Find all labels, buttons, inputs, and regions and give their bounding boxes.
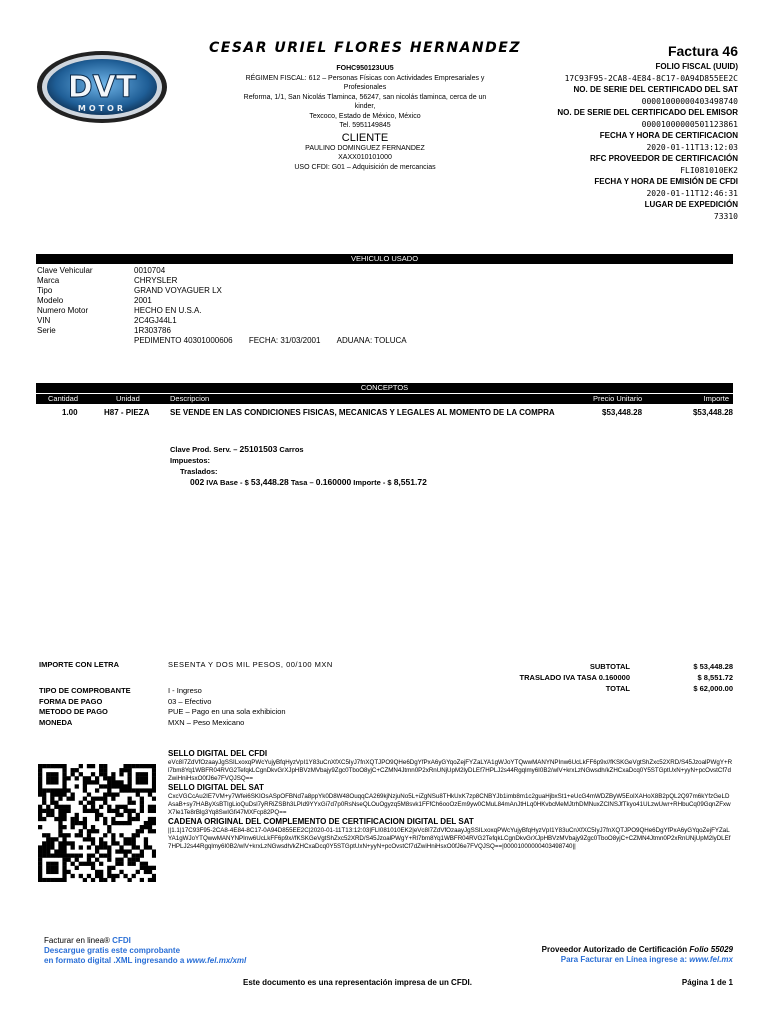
client-rfc: XAXX010101000 — [338, 154, 392, 161]
vehicle-row: Numero Motor HECHO EN U.S.A. — [37, 306, 202, 315]
client-title: CLIENTE — [341, 131, 389, 144]
folio-label: FOLIO FISCAL (UUID) — [655, 62, 738, 71]
issuer-rfc: FOHC950123UU5 — [336, 65, 394, 72]
item-unidad: H87 - PIEZA — [104, 408, 150, 417]
issuer-block — [236, 64, 494, 172]
fel-link[interactable]: www.fel.mx — [689, 955, 733, 964]
issuer-address2: Texcoco, Estado de México, México — [309, 112, 421, 120]
logo-sub: MOTOR — [77, 104, 127, 113]
client-uso: USO CFDI: G01 – Adquisición de mercancias — [294, 163, 436, 171]
traslado-row: TRASLADO IVA TASA 0.160000 $ 8,551.72 — [519, 673, 733, 682]
cfdi-note: Este documento es una representación impresa de un CFDI. — [243, 978, 472, 987]
impuestos-label: Impuestos: — [170, 456, 211, 465]
xml-link[interactable]: www.fel.mx/xml — [186, 956, 247, 965]
pedimento-fecha: FECHA: 31/03/2001 — [248, 336, 321, 345]
vehicle-row: VIN 2C4GJ44L1 — [37, 316, 177, 325]
emisor-cert-label: NO. DE SERIE DEL CERTIFICADO DEL EMISOR — [557, 108, 738, 117]
metodo-value: PUE – Pago en una sola exhibicion — [168, 707, 286, 716]
traslados-label: Traslados: — [180, 467, 218, 476]
tipo-value: I - Ingreso — [168, 686, 202, 695]
vehicle-row: Clave Vehicular 0010704 — [37, 266, 166, 275]
seals-block — [168, 749, 733, 851]
item-details — [170, 444, 427, 488]
pedimento: PEDIMENTO 40301000606 — [134, 336, 233, 345]
tax-row: 002 IVA Base - $ 53,448.28 Tasa – 0.160000 Importe - $ 8,551.72 — [190, 477, 427, 487]
emision-value: 2020-01-11T12:46:31 — [646, 188, 738, 198]
client-name: PAULINO DOMINGUEZ FERNANDEZ — [305, 144, 425, 152]
meta-values — [168, 686, 286, 728]
lugar-value: 73310 — [713, 211, 738, 221]
item-descripcion: SE VENDE EN LAS CONDICIONES FISICAS, MECANICAS Y LEGALES AL MOMENTO DE LA COMPRA — [170, 408, 555, 417]
col-precio: Precio Unitario — [593, 394, 643, 403]
total-row: TOTAL $ 62,000.00 — [605, 684, 733, 693]
vehicle-pedimento-row — [37, 336, 407, 346]
concepts-section-bar: CONCEPTOS — [36, 383, 733, 393]
col-descripcion: Descripcion — [170, 394, 210, 403]
chain: ||1.1|17C93F95-2CA8-4E84-8C17-0A94D855EE2C|2020-01-11T13:12:03|FLI081010EK2|eVc8I7ZdVfOzaayJgSSILxoxqPWcYujyBfqHyzVpI1Y83uCnXfXC5IyJ7fnXQTJPO9QHe6DgYfPxA6yGYqoZejFYZaLYA1gWJoYTQwwMANYNPInw6UcLkFF6p9x//fKSKGeVgtShZxc52XRD/S45JzoalPWgY+Rl7bm8Yq1WBFR04RVG2TefqkLCgnDkvGrXJpHBVzMVbajy9Zgc0TboO8yjC+CZMN4Jtmn0P2xRnUNjUpM2lyDLEf7HPLJ2s44Rgqlmy6I0B2/wlV+krxLzNGwsdh/kZHCxaDcq0Y5STGptUxN+yyN+pcOvstCf7dZwiHniHsxO0fJ6e7FVQJSQ==|00001000000403498740|| — [168, 827, 731, 850]
invoice-title: Factura 46 — [667, 43, 738, 59]
footer-left: Facturar en linea® CFDI Descargue gratis este comprobante en formato digital .XML ingresando a www.fel.mx/xml — [44, 936, 247, 965]
vehicle-row: Marca CHRYSLER — [37, 276, 178, 285]
vehicle-row: Tipo GRAND VOYAGUER LX — [37, 286, 222, 295]
vehicle-row: Modelo 2001 — [37, 296, 152, 305]
sat-seal-title: SELLO DIGITAL DEL SAT — [168, 783, 264, 792]
cfdi-seal-title: SELLO DIGITAL DEL CFDI — [168, 749, 268, 758]
cert-date-label: FECHA Y HORA DE CERTIFICACION — [599, 131, 738, 140]
subtotal-row: SUBTOTAL $ 53,448.28 — [589, 662, 733, 671]
invoice-info — [478, 42, 738, 222]
vehicle-section-bar: VEHICULO USADO — [36, 254, 733, 264]
col-importe: Importe — [703, 394, 729, 403]
chain-title: CADENA ORIGINAL DEL COMPLEMENTO DE CERTIFICACION DIGITAL DEL SAT — [168, 817, 474, 826]
totals-block — [470, 661, 733, 694]
qr-code — [38, 764, 156, 882]
emisor-cert-value: 00001000000501123861 — [641, 119, 738, 129]
rfc-prov-value: FLI081010EK2 — [680, 165, 738, 175]
sat-cert-value: 00001000000403498740 — [641, 96, 738, 106]
issuer-phone: Tel. 5951149845 — [339, 122, 391, 129]
col-cantidad: Cantidad — [48, 394, 79, 403]
logo-brand: DVT — [67, 70, 137, 105]
item-importe: $53,448.28 — [692, 408, 733, 417]
cfdi-link[interactable]: CFDI — [112, 936, 131, 945]
rfc-prov-label: RFC PROVEEDOR DE CERTIFICACIÓN — [589, 154, 738, 163]
sat-seal: CxcVGCcAu2IE7VM+y7Wfei6SKIOsASpOFBNd7a8ppYk0D8W48OuqqCA269kjNzjuNo5L+iZgNSu8THkUxK7zp8CNBYJb1imb8m1c2guaHjbxSt1+eUcG4mWDZByW5EolXAHoX8B2pQL2Q97m6kYfzGeLDAsaB+sy7HAByXsBTIgLioQuDsl7yRRiZSBh3LPId9YYxGi7d7p0RsNseQLOuOgyzq5M8svk1FFfCh6ooOzEm9yw0CMuL84mAnJtHLq0HKvbcMeMJtrhDMNuxZClNSJfTkyo41ULzwUwr+RHbuCq09GqnZFxwX7le1Te8rBlg3Yq8SwIGfi47MXFcp82PQ== — [168, 793, 731, 816]
company-logo — [36, 49, 168, 125]
moneda-value: MXN – Peso Mexicano — [168, 717, 245, 727]
concepts-header — [36, 394, 733, 404]
importe-letra-label: IMPORTE CON LETRA — [39, 660, 119, 669]
vehicle-row: Serie 1R303786 — [37, 326, 171, 335]
issuer-address1: Reforma, 1/1, San Nicolás Tlaminca, 56247, san nicolás tlaminca, cerca de un kinder, — [243, 93, 487, 110]
col-unidad: Unidad — [116, 394, 140, 403]
item-cantidad: 1.00 — [62, 408, 78, 417]
cert-date-value: 2020-01-11T13:12:03 — [646, 142, 738, 152]
clave-prod-row: Clave Prod. Serv. – 25101503 Carros — [170, 444, 304, 454]
importe-letra-value: SESENTA Y DOS MIL PESOS, 00/100 MXN — [168, 660, 333, 669]
pedimento-aduana: ADUANA: TOLUCA — [336, 336, 407, 345]
page-number: Página 1 de 1 — [681, 978, 733, 987]
lugar-label: LUGAR DE EXPEDICIÓN — [644, 200, 738, 209]
folio-value: 17C93F95-2CA8-4E84-8C17-0A94D855EE2C — [564, 73, 738, 83]
footer-right: Proveedor Autorizado de Certificación Folio 55029 Para Facturar en Línea ingrese a: www.fel.mx — [541, 945, 733, 964]
item-precio: $53,448.28 — [602, 408, 643, 417]
meta-labels: TIPO DE COMPROBANTE FORMA DE PAGO METODO DE PAGO MONEDA — [39, 686, 131, 727]
sat-cert-label: NO. DE SERIE DEL CERTIFICADO DEL SAT — [573, 85, 738, 94]
issuer-name: CESAR URIEL FLORES HERNANDEZ — [209, 40, 521, 56]
vehicle-table — [37, 266, 407, 346]
issuer-regimen: RÉGIMEN FISCAL: 612 – Personas Físicas con Actividades Empresariales y Profesionales — [245, 74, 485, 91]
cfdi-seal: eVc8I7ZdVfOzaayJgSSILxoxqPWcYujyBfqHyzVpI1Y83uCnXfXC5IyJ7fnXQTJPO9QHe6DgYfPxA6yGYqoZejFYZaLYA1gWJoYTQwwMANYNPInw6UcLkFF6p9x//fKSKGeVgtShZxc52XRD/S45JzoalPWgY+Rl7bm8Yq1WBFR04RVG2TefqkLCgnDkvGrXJpHBVzMVbajy9Zgc0TboO8yjC+CZMN4Jtmn0P2xRnUNjUpM2lyDLEf7HPLJ2s44Rgqlmy6I0B2/wlV+krxLzNGwsdh/kZHCxaDcq0Y5STGptUxN+yyN+pcOvstCf7dZwiHniHsxO0fJ6e7FVQJSQ== — [168, 759, 733, 782]
forma-value: 03 – Efectivo — [168, 696, 212, 706]
emision-label: FECHA Y HORA DE EMISIÓN DE CFDI — [594, 177, 738, 186]
